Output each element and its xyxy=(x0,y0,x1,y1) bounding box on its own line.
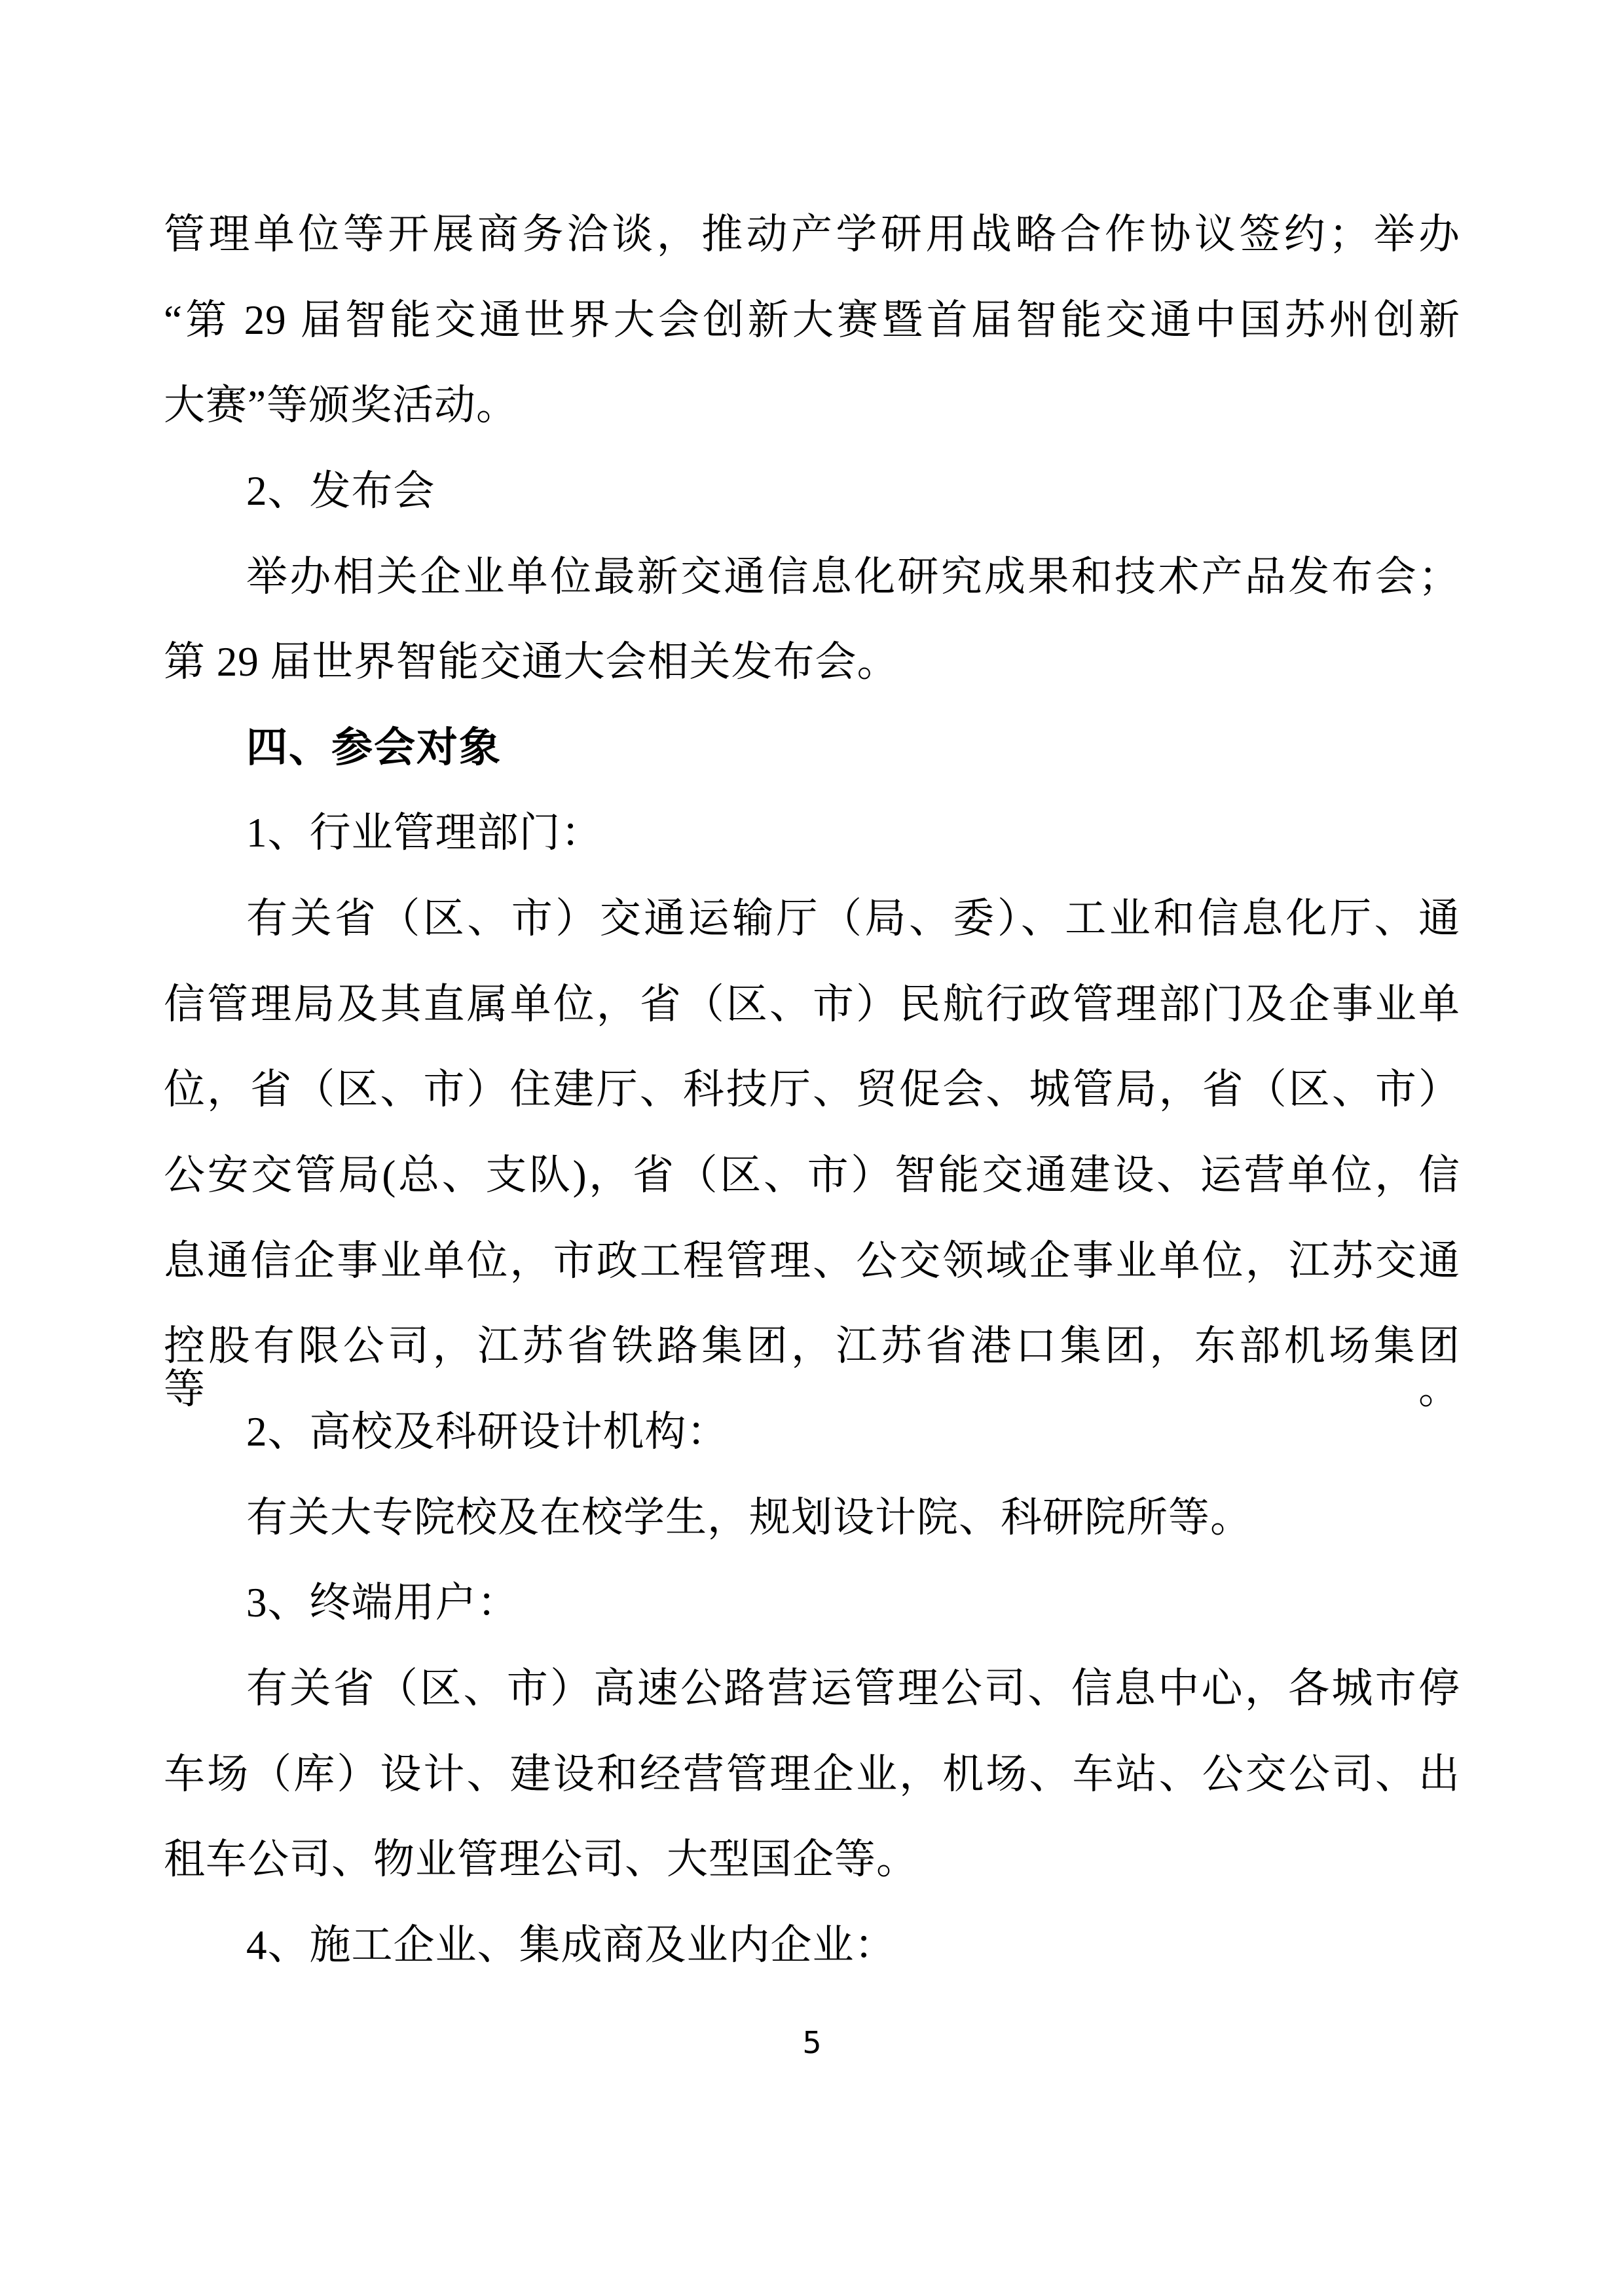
section-heading: 四、参会对象 xyxy=(246,724,502,771)
text-line: 信管理局及其直属单位，省（区、市）民航行政管理部门及企事业单 xyxy=(164,981,1460,1027)
document-body xyxy=(164,213,1460,2009)
text-line: 租车公司、物业管理公司、大型国企等。 xyxy=(164,1836,918,1883)
list-item-label: 4、施工企业、集成商及业内企业： xyxy=(246,1922,896,1968)
text-line: 控股有限公司，江苏省铁路集团，江苏省港口集团，东部机场集团等。 xyxy=(164,1323,1460,1413)
text-line: “第 29 届智能交通世界大会创新大赛暨首届智能交通中国苏州创新 xyxy=(164,297,1460,343)
text-line: 大赛”等颁奖活动。 xyxy=(164,382,518,429)
text-line: 车场（库）设计、建设和经营管理企业，机场、车站、公交公司、出 xyxy=(164,1751,1460,1797)
text-line: 公安交管局(总、支队)，省（区、市）智能交通建设、运营单位，信 xyxy=(164,1152,1460,1199)
text-line: 有关大专院校及在校学生，规划设计院、科研院所等。 xyxy=(246,1494,1252,1540)
list-item-label: 2、高校及科研设计机构： xyxy=(246,1408,729,1455)
list-item-label: 2、发布会 xyxy=(246,467,435,514)
page-number: 5 xyxy=(802,2025,822,2060)
text-line: 位，省（区、市）住建厅、科技厅、贸促会、城管局，省（区、市） xyxy=(164,1066,1460,1113)
text-line: 第 29 届世界智能交通大会相关发布会。 xyxy=(164,639,899,685)
list-item-label: 1、行业管理部门： xyxy=(246,810,603,856)
text-line: 息通信企事业单位，市政工程管理、公交领域企事业单位，江苏交通 xyxy=(164,1237,1460,1284)
text-line: 管理单位等开展商务洽谈，推动产学研用战略合作协议签约；举办 xyxy=(164,211,1460,257)
text-line: 举办相关企业单位最新交通信息化研究成果和技术产品发布会； xyxy=(246,553,1460,600)
text-line: 有关省（区、市）交通运输厅（局、委）、工业和信息化厅、通 xyxy=(246,896,1460,942)
text-line: 有关省（区、市）高速公路营运管理公司、信息中心，各城市停 xyxy=(246,1665,1460,1711)
list-item-label: 3、终端用户： xyxy=(246,1580,519,1626)
